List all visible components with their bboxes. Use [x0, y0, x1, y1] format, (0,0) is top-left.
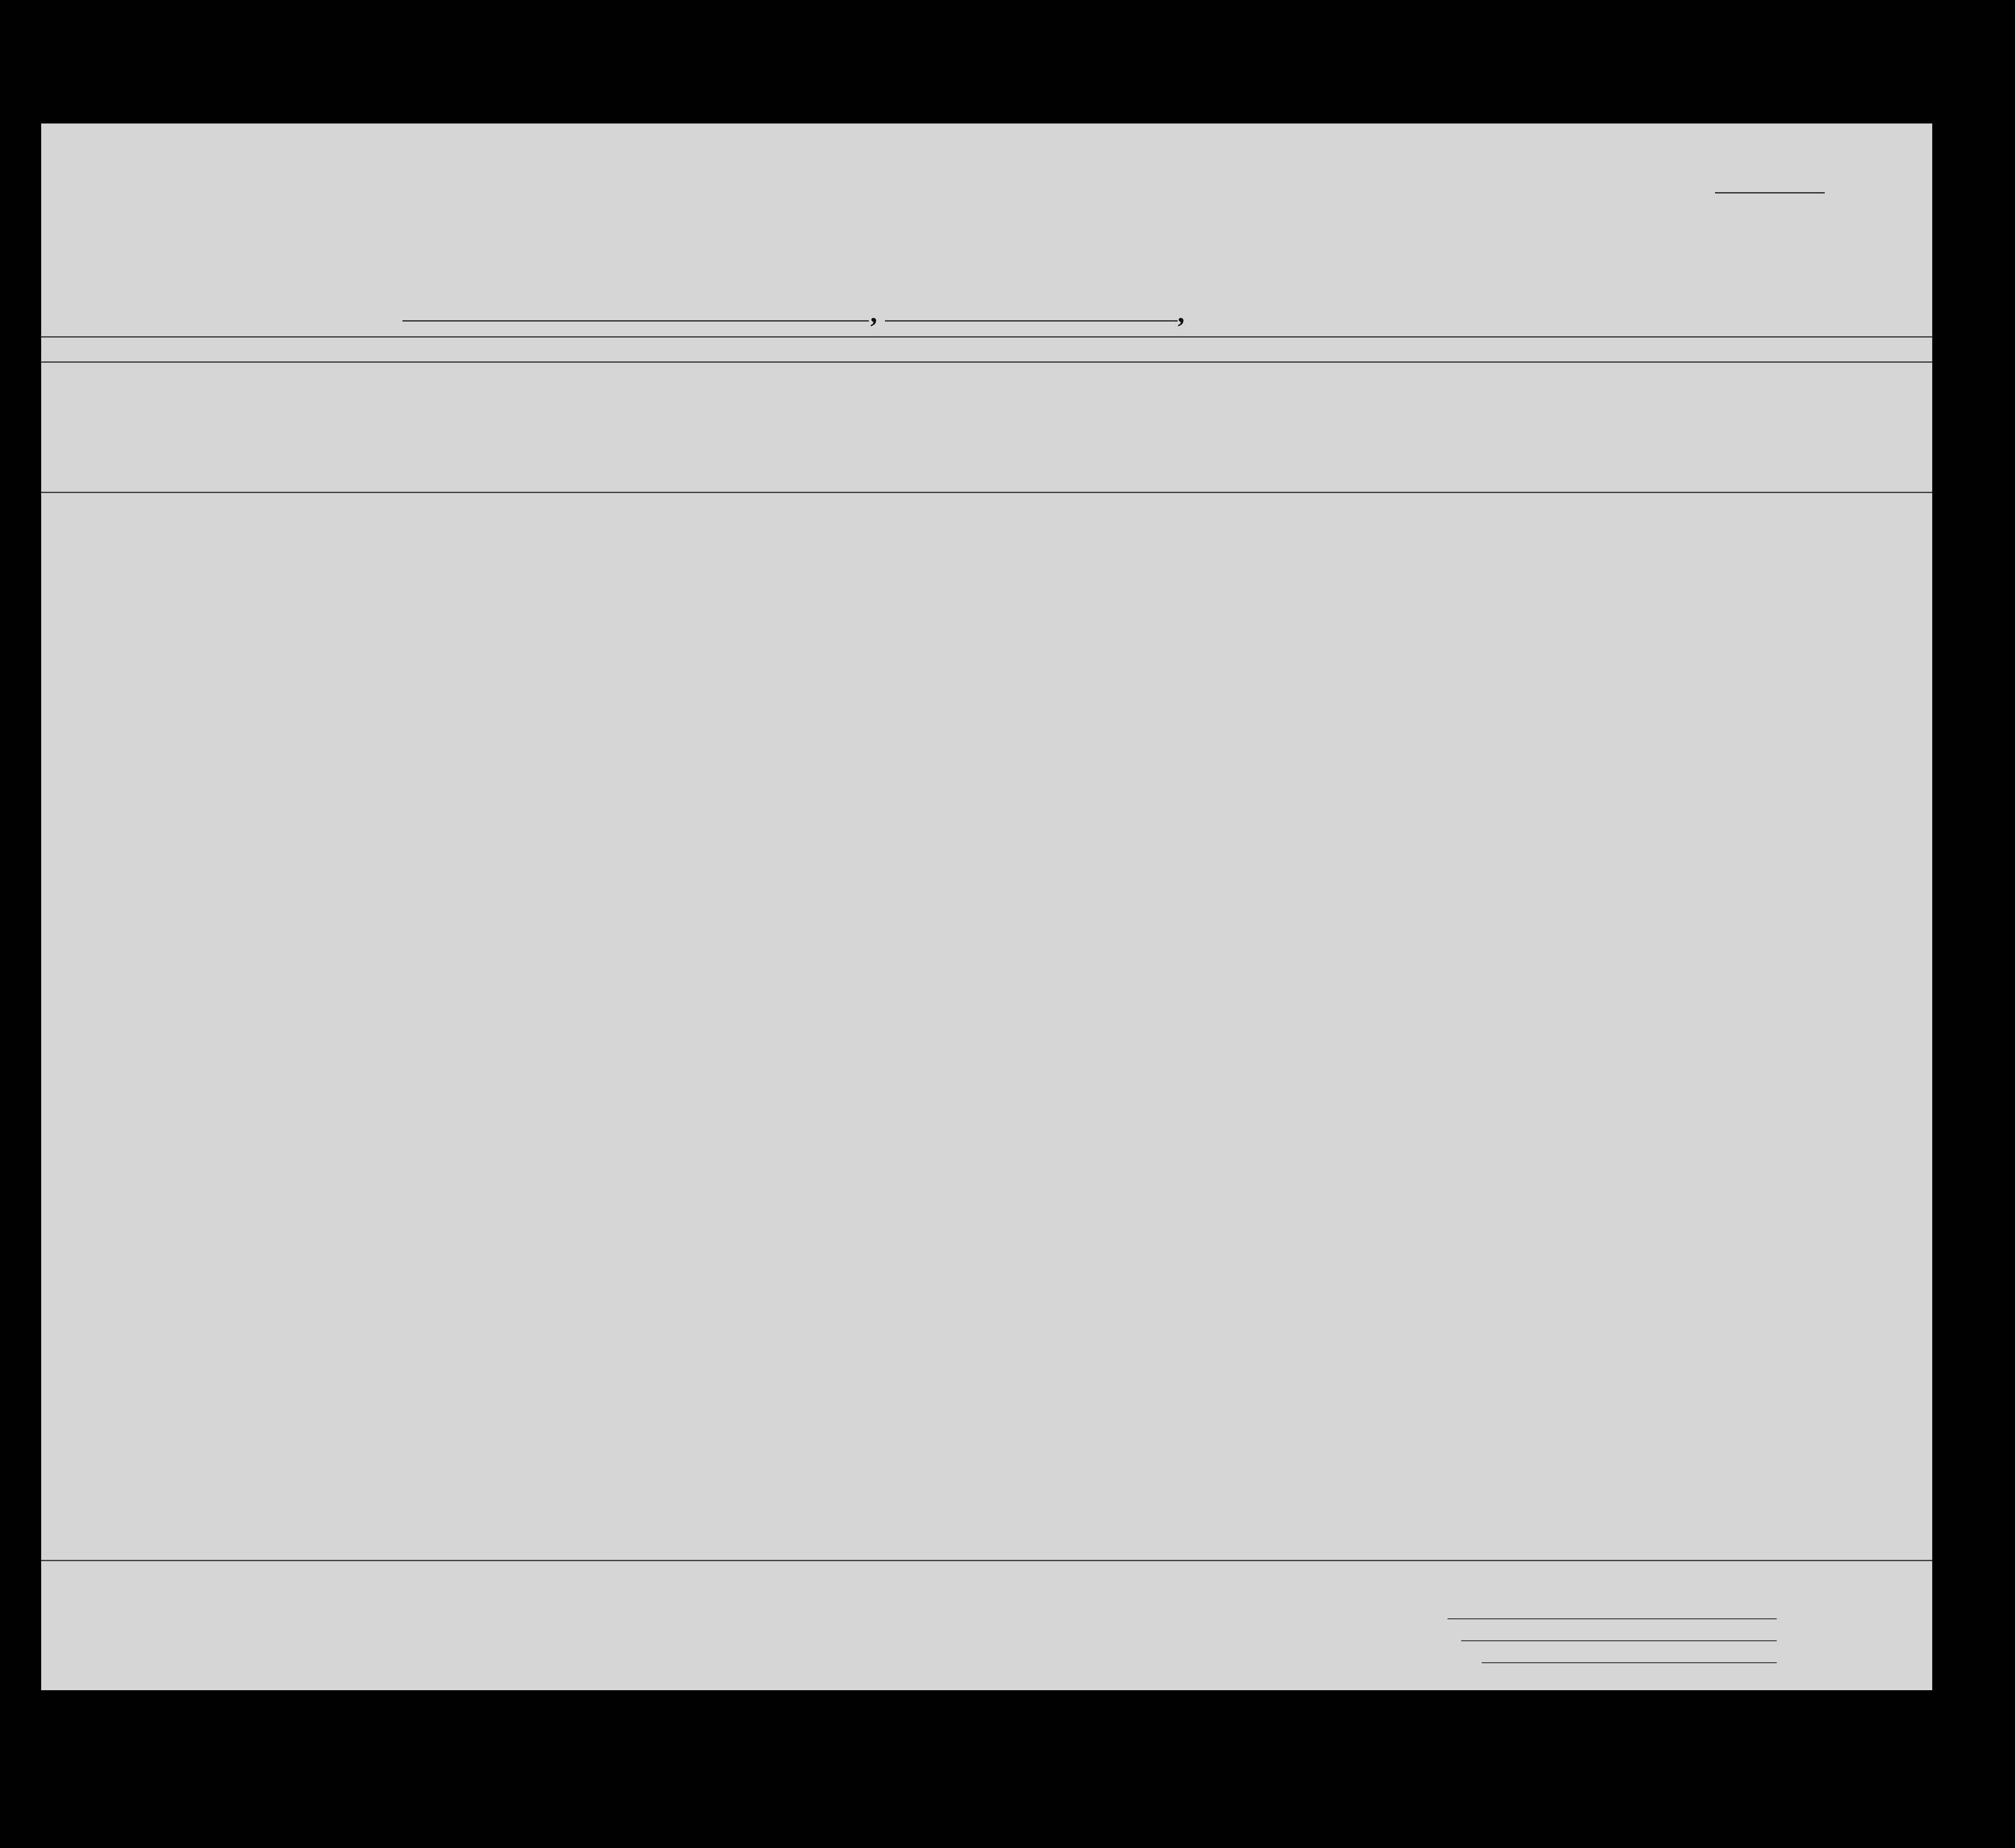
line-field — [1447, 1618, 1777, 1619]
header-bottom-rule — [41, 492, 1932, 493]
comma-separator-2: , — [1178, 298, 1184, 328]
port-line — [402, 320, 869, 322]
comma-separator: , — [870, 298, 877, 328]
table-top-rule — [41, 336, 1932, 338]
column-number-rule — [41, 361, 1932, 363]
table-bottom-rule — [41, 1560, 1932, 1561]
local-agents-field — [1482, 1662, 1777, 1663]
form-sheet — [41, 124, 1932, 1690]
owners-field — [1461, 1640, 1777, 1641]
list-line — [1715, 192, 1825, 193]
date-line — [885, 320, 1178, 322]
